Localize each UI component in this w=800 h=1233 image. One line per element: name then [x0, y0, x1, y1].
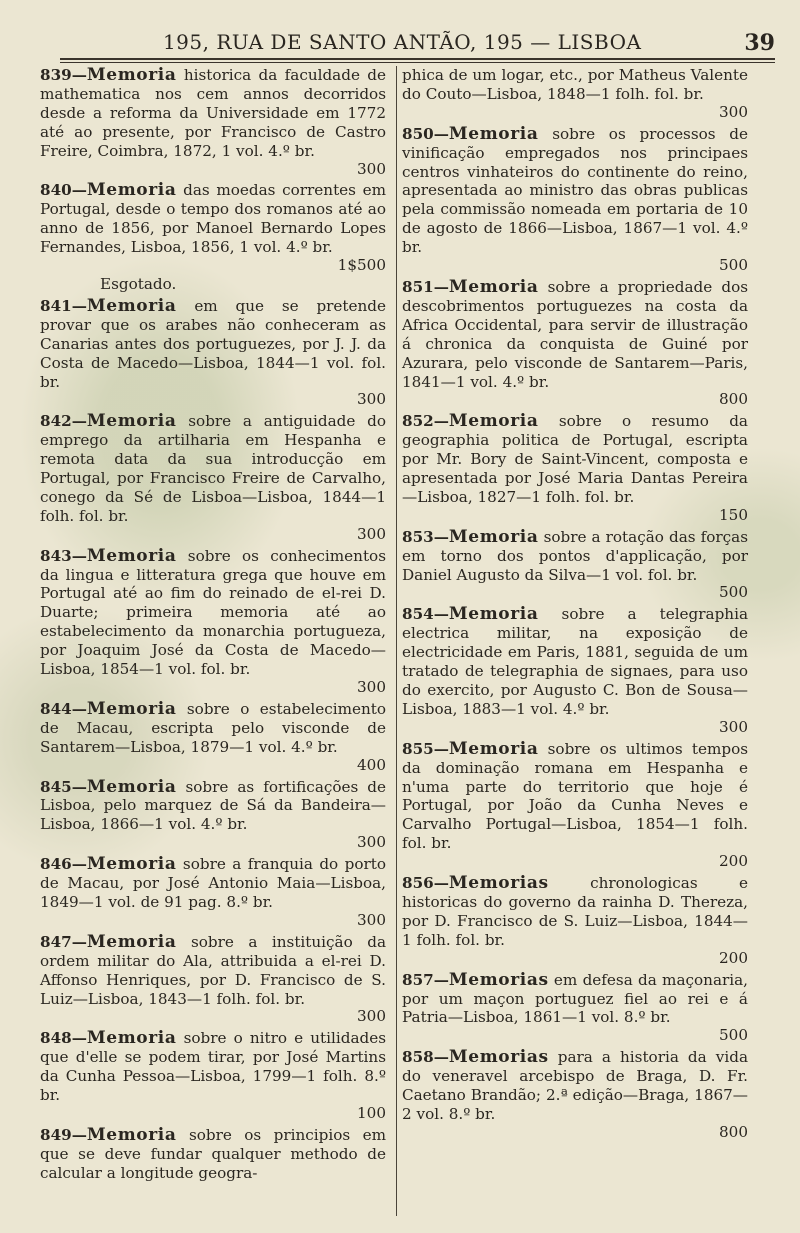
catalog-entry: [40, 855, 386, 930]
catalog-entry: [40, 1029, 386, 1123]
catalog-entry: [402, 66, 748, 122]
entry-text: sobre os principios em que se deve fundar qualquer methodo de calcular a longitude geogra-: [40, 1125, 387, 1182]
catalog-entry: [40, 1126, 386, 1183]
catalog-entry: [402, 1048, 748, 1142]
entry-text: sobre os conhecimentos da lingua e litteratura grega que houve em Portugal até ao fim do reinado de el-rei D. Duarte; primeira memoria até ao estabelecimento da monarchia portugueza, por Joaquim José da Costa de Macedo—Lisboa, 1854—1 vol. fol. br.: [40, 546, 386, 679]
catalog-entry: [40, 778, 386, 853]
catalog-entry: [40, 181, 386, 293]
entry-keyword: Memoria: [86, 776, 177, 797]
entry-price: 800: [719, 390, 748, 409]
entry-keyword: Memorias: [448, 969, 549, 990]
entry-price: 300: [357, 524, 386, 543]
entry-number: 842—: [40, 412, 87, 431]
catalog-entry: [40, 66, 386, 178]
entry-text: em defesa da maçonaria, por um maçon portuguez fiel ao rei e á Patria—Lisboa, 1861—1 vol. 8.º br.: [402, 970, 748, 1027]
entry-price: 150: [719, 505, 748, 524]
entry-number: 853—: [402, 527, 449, 546]
entry-keyword: Memoria: [86, 65, 177, 85]
entry-price: 300: [357, 678, 386, 696]
entry-keyword: Memoria: [448, 411, 539, 432]
entry-number: 851—: [402, 277, 449, 296]
catalog-entry: [40, 547, 386, 697]
catalog-entry: [402, 278, 748, 409]
entry-number: 848—: [40, 1029, 87, 1048]
entry-price: 200: [719, 948, 748, 967]
header-rule: [60, 62, 775, 63]
entry-keyword: Memoria: [86, 545, 177, 566]
entry-number: 846—: [40, 855, 87, 874]
entry-text: sobre os processos de vinificação empregados nos principaes centros vinhateiros do continente do reino, apresentada ao ministro das obras publicas pela commissão nomeada em portaria de 10 de agosto de 1866—Lisboa, 1867—1 vol. 4.º br.: [402, 124, 748, 257]
entry-number: 852—: [402, 412, 449, 431]
entry-price: 100: [357, 1103, 386, 1122]
entry-text: sobre os ultimos tempos da dominação romana em Hespanha e n'uma parte do territorio que hoje é Portugal, por João da Cunha Neves e Carvalho Portugal—Lisboa, 1854—1 folh. fol. br.: [402, 739, 749, 853]
page-title: 195, RUA DE SANTO ANTÃO, 195 — LISBOA: [162, 30, 642, 54]
entry-number: 854—: [402, 605, 449, 624]
column-divider: [396, 66, 397, 1216]
entry-text: historica da faculdade de mathematica nos cem annos decorridos desde a reforma da Universidade em 1772 até ao presente, por Francisco de Castro Freire, Coimbra, 1872, 1 vol. 4.º br.: [40, 66, 386, 160]
entry-number: 845—: [40, 777, 87, 796]
entry-number: 844—: [40, 699, 87, 718]
entry-price: 300: [719, 717, 748, 736]
entry-keyword: Memorias: [448, 1047, 549, 1068]
catalog-entry: [402, 412, 748, 524]
entry-keyword: Memoria: [86, 180, 177, 201]
entry-number: 839—: [40, 66, 87, 84]
entry-number: 841—: [40, 296, 87, 315]
catalog-entry: [40, 933, 386, 1027]
entry-number: 856—: [402, 874, 449, 893]
catalog-entry: [40, 297, 386, 409]
catalog-entry: [402, 740, 748, 871]
entry-keyword: Memoria: [448, 604, 539, 625]
left-column: [40, 66, 386, 1186]
entry-number: 847—: [40, 932, 87, 951]
entry-keyword: Memoria: [448, 276, 539, 297]
right-column: [402, 66, 748, 1145]
entry-price: 300: [357, 390, 386, 409]
entry-keyword: Memoria: [448, 123, 539, 144]
entry-price: 300: [719, 102, 748, 121]
entry-price: 300: [357, 159, 386, 178]
entry-price: 300: [357, 910, 386, 929]
entry-price: 1$500: [337, 256, 386, 275]
entry-text: para a historia da vida do veneravel arcebispo de Braga, D. Fr. Caetano Brandão; 2.ª edição—Braga, 1867—2 vol. 8.º br.: [402, 1048, 748, 1123]
page-header: [60, 6, 775, 60]
entry-text: das moedas correntes em Portugal, desde o tempo dos romanos até ao anno de 1856, por Manoel Bernardo Lopes Fernandes, Lisboa, 1856, 1 vol. 4.º br.: [40, 181, 386, 257]
entry-number: 849—: [40, 1125, 87, 1144]
entry-text: sobre a telegraphia electrica militar, na exposição de electricidade em Paris, 1881, seguida de um tratado de telegraphia de signaes, para uso do exercito, por Augusto C. Bon de Sousa—Lisboa, 1883—1 vol. 4.º br.: [402, 605, 749, 718]
entry-text: phica de um logar, etc., por Matheus Valente do Couto—Lisboa, 1848—1 folh. fol. br.: [402, 66, 748, 103]
entry-text: sobre a franquia do porto de Macau, por José Antonio Maia—Lisboa, 1849—1 vol. de 91 pag. 8.º br.: [40, 855, 386, 911]
entry-keyword: Memoria: [86, 698, 177, 719]
entry-price: 500: [719, 256, 748, 275]
entry-text: sobre a antiguidade do emprego da artilharia em Hespanha e remota data da sua introducção em Portugal, por Francisco Freire de Carvalho, conego da Sé de Lisboa—Lisboa, 1844—1 folh. fol. br.: [40, 412, 386, 525]
entry-text: sobre as fortificações de Lisboa, pelo marquez de Sá da Bandeira—Lisboa, 1866—1 vol. 4.º br.: [40, 777, 386, 834]
entry-text: sobre a rotação das forças em torno dos pontos d'applicação, por Daniel Augusto da Silva—1 vol. fol. br.: [402, 527, 749, 584]
catalog-entry: [40, 700, 386, 775]
entry-keyword: Memoria: [86, 931, 177, 952]
catalog-entry: [402, 528, 748, 603]
entry-price: 300: [357, 1007, 386, 1026]
entry-text: sobre a instituição da ordem militar do Ala, attribuida a el-rei D. Affonso Henriques, por D. Francisco de S. Luiz—Lisboa, 1843—1 folh. fol. br.: [40, 932, 386, 1008]
catalog-entry: [402, 874, 748, 968]
entry-number: 850—: [402, 124, 449, 143]
entry-price: 500: [719, 1026, 748, 1045]
catalog-entry: [402, 125, 748, 275]
entry-text: sobre a propriedade dos descobrimentos portuguezes na costa da Africa Occidental, para servir de illustração á chronica da conquista de Guiné por Azurara, pelo visconde de Santarem—Paris, 1841—1 vol. 4.º br.: [402, 277, 749, 391]
entry-keyword: Memoria: [86, 854, 177, 875]
entry-text: sobre o estabelecimento de Macau, escripta pelo visconde de Santarem—Lisboa, 1879—1 vol. 4.º br.: [40, 699, 387, 756]
entry-keyword: Memoria: [86, 1028, 177, 1049]
entry-text: sobre o resumo da geographia politica de Portugal, escripta por Mr. Bory de Saint-Vincent, composta e apresentada por José Maria Dantas Pereira—Lisboa, 1827—1 folh. fol. br.: [402, 412, 748, 506]
entry-text: em que se pretende provar que os arabes não conheceram as Canarias antes dos portuguezes, por J. J. da Costa de Macedo—Lisboa, 1844—1 vol. fol. br.: [40, 296, 386, 391]
entry-keyword: Memoria: [86, 295, 177, 316]
entry-text: sobre o nitro e utilidades que d'elle se podem tirar, por José Martins da Cunha Pessoa—Lisboa, 1799—1 folh. 8.º br.: [40, 1029, 387, 1105]
entry-keyword: Memoria: [86, 1124, 177, 1145]
page-number: 39: [744, 30, 775, 56]
entry-price: 200: [719, 852, 748, 871]
entry-number: 840—: [40, 181, 87, 200]
entry-text: chronologicas e historicas do governo da rainha D. Thereza, por D. Francisco de S. Luiz—Lisboa, 1844—1 folh. fol. br.: [402, 874, 748, 949]
entry-number: 855—: [402, 739, 449, 758]
catalog-entry: [402, 971, 748, 1046]
entry-keyword: Memoria: [448, 526, 539, 547]
entry-price: 400: [357, 755, 386, 774]
entry-price: 300: [357, 833, 386, 852]
entry-note: Esgotado.: [100, 274, 177, 293]
entry-price: 500: [719, 583, 748, 602]
entry-number: 857—: [402, 970, 449, 989]
entry-number: 843—: [40, 546, 87, 565]
entry-keyword: Memorias: [448, 873, 549, 894]
entry-keyword: Memoria: [448, 738, 539, 759]
catalog-entry: [402, 605, 748, 736]
entry-number: 858—: [402, 1048, 449, 1067]
entry-price: 800: [719, 1122, 748, 1141]
entry-keyword: Memoria: [86, 411, 177, 432]
catalog-entry: [40, 412, 386, 543]
